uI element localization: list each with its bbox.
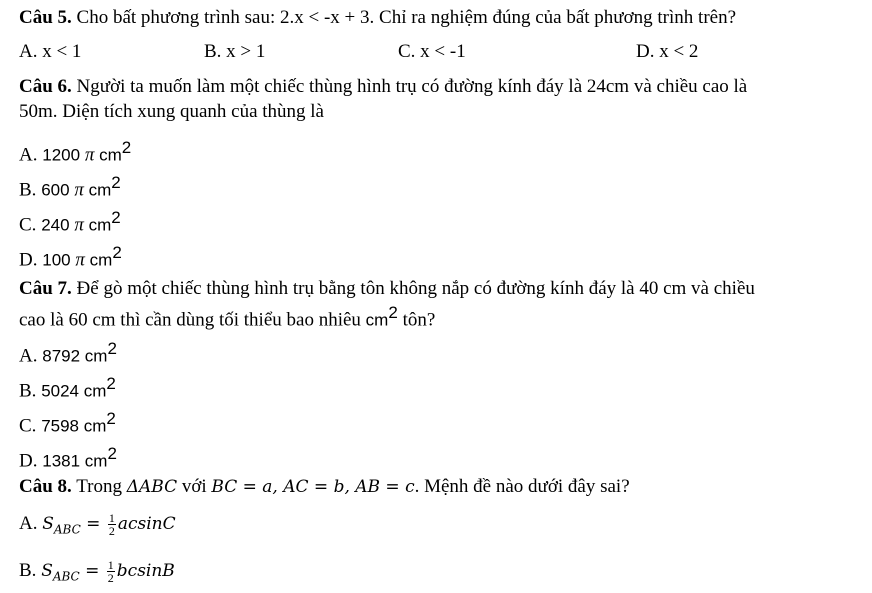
q8-sides: BC = a, AC = b, AB = c — [211, 477, 415, 497]
q5-option-b[interactable]: B. x > 1 — [204, 41, 266, 62]
q6-stem-line1 — [19, 76, 747, 98]
q7-option-a[interactable]: A. 8792 $cm^2$ — [19, 339, 117, 367]
q7-option-b[interactable]: B. 5024 $cm^2$ — [19, 374, 116, 402]
q8-triangle: ΔABC — [126, 477, 178, 497]
q5-option-a[interactable]: A. x < 1 — [19, 41, 82, 62]
q6-option-d[interactable]: D. 100 π $cm^2$ — [19, 243, 122, 271]
q8-label: Câu 8. — [19, 476, 72, 497]
q5-text: Cho bất phương trình sau: 2.x < -x + 3. Chỉ ra nghiệm đúng của bất phương trình trên? — [71, 7, 737, 28]
q7-option-c[interactable]: C. 7598 $cm^2$ — [19, 409, 116, 437]
q7-label: Câu 7. — [19, 278, 72, 299]
q6-option-a[interactable]: A. 1200 π $cm^2$ — [19, 138, 132, 166]
fraction: $\frac{1}{2}$ — [107, 558, 114, 585]
q5-label: Câu 5. — [19, 7, 72, 28]
q7-stem-line2: cao là 60 cm thì cần dùng tối thiểu bao nhiêu $cm^2$ tôn? — [19, 303, 436, 331]
q6-stem-line2: 50m. Diện tích xung quanh của thùng là — [19, 101, 324, 122]
q8-option-b[interactable]: B. $S_{ABC}$ = $\frac{1}{2}$ bcsinB — [19, 558, 175, 585]
q5-option-d[interactable]: D. x < 2 — [636, 41, 699, 62]
q7-option-d[interactable]: D. 1381 $cm^2$ — [19, 444, 117, 472]
q6-text-line1: Người ta muốn làm một chiếc thùng hình trụ có đường kính đáy là 24cm và chiều cao là — [71, 76, 748, 97]
q7-text-line1: Để gò một chiếc thùng hình trụ bằng tôn không nắp có đường kính đáy là 40 cm và chiều — [71, 278, 755, 299]
q8-option-a[interactable]: A. $S_{ABC}$ = $\frac{1}{2}$ acsinC — [19, 511, 176, 538]
q8-stem: Câu 8. Trong ΔABC với BC = a, AC = b, AB = c. Mệnh đề nào dưới đây sai? — [19, 476, 630, 497]
q5-stem — [19, 7, 736, 29]
fraction: $\frac{1}{2}$ — [108, 511, 115, 538]
q6-label: Câu 6. — [19, 76, 72, 97]
q5-option-c[interactable]: C. x < -1 — [398, 41, 466, 62]
q6-option-b[interactable]: B. 600 π $cm^2$ — [19, 173, 121, 201]
q6-option-c[interactable]: C. 240 π $cm^2$ — [19, 208, 121, 236]
q7-stem-line1 — [19, 278, 755, 300]
